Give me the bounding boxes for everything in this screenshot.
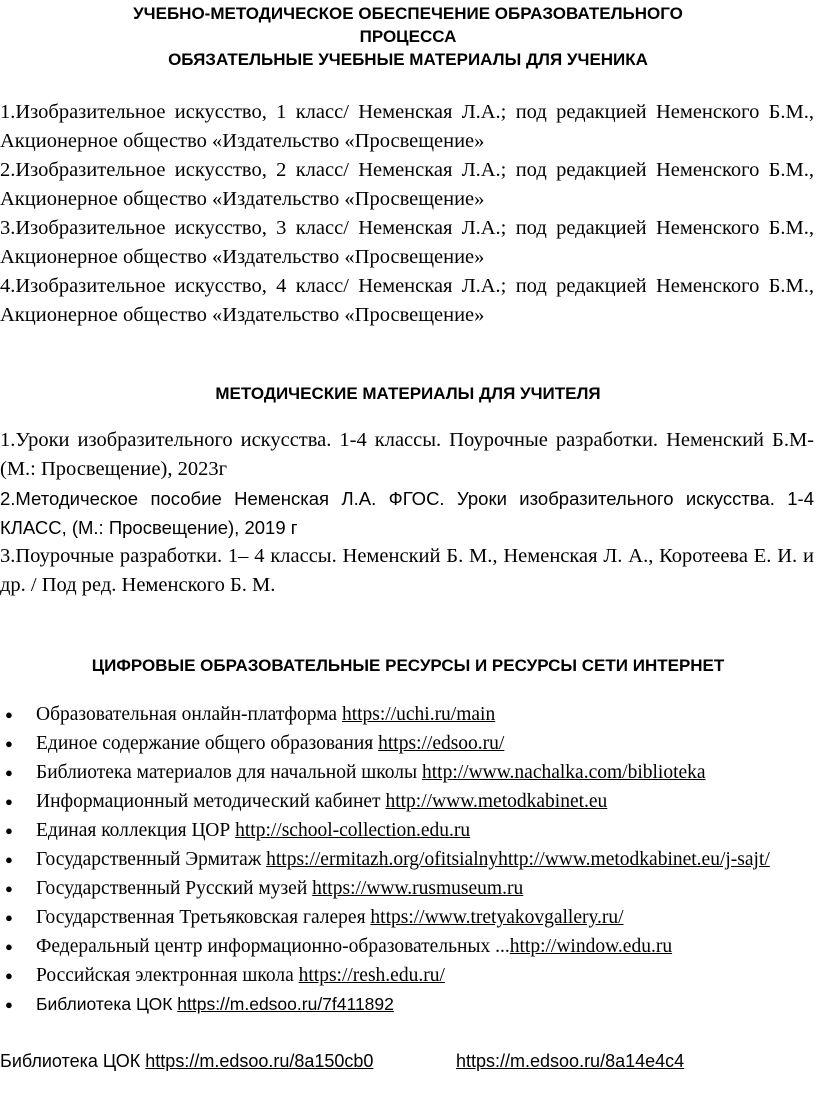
- list-item: 1.Уроки изобразительного искусства. 1-4 классы. Поурочные разработки. Неменский Б.М- (М.: Просвещение), 2023г: [0, 429, 814, 480]
- bullet-icon: ●: [5, 939, 13, 954]
- list-item: [0, 700, 816, 729]
- resource-label: Единая коллекция ЦОР: [36, 820, 236, 841]
- student-materials-heading: ОБЯЗАТЕЛЬНЫЕ УЧЕБНЫЕ МАТЕРИАЛЫ ДЛЯ УЧЕНИКА: [168, 50, 648, 69]
- bullet-icon: ●: [5, 881, 13, 896]
- resource-link[interactable]: http://www.nachalka.com/biblioteka: [421, 762, 706, 783]
- list-item: [0, 729, 816, 758]
- resource-link[interactable]: https://m.edsoo.ru/7f411892: [177, 994, 394, 1014]
- list-item: 4.Изобразительное искусство, 4 класс/ Неменская Л.А.; под редакцией Неменского Б.М., Акционерное общество «Издательство «Просвещение»: [0, 275, 814, 326]
- list-item: [0, 816, 816, 845]
- resource-link[interactable]: http://window.edu.ru: [509, 936, 673, 957]
- resource-link[interactable]: https://m.edsoo.ru/8a150cb0: [145, 1051, 374, 1071]
- list-item: 2.Методическое пособие Неменская Л.А. ФГОС. Уроки изобразительного искусства. 1-4 КЛАСС, (М.: Просвещение), 2019 г: [0, 488, 814, 538]
- page-title-line1: УЧЕБНО-МЕТОДИЧЕСКОЕ ОБЕСПЕЧЕНИЕ ОБРАЗОВАТЕЛЬНОГО: [133, 4, 683, 23]
- resource-label: Государственная Третьяковская галерея: [36, 907, 371, 928]
- list-item: [0, 845, 816, 874]
- resource-label: Библиотека ЦОК: [0, 1051, 146, 1071]
- list-item: 3.Поурочные разработки. 1– 4 классы. Неменский Б. М., Неменская Л. А., Коротеева Е. И. и др. / Под ред. Неменского Б. М.: [0, 545, 814, 596]
- bullet-icon: ●: [5, 852, 13, 867]
- list-item: [0, 990, 816, 1019]
- resource-label: Библиотека ЦОК: [36, 994, 178, 1014]
- list-item: [0, 961, 816, 990]
- list-item: 2.Изобразительное искусство, 2 класс/ Неменская Л.А.; под редакцией Неменского Б.М., Акционерное общество «Издательство «Просвещение»: [0, 159, 814, 210]
- bullet-icon: ●: [5, 794, 13, 809]
- page-title-line2: ПРОЦЕССА: [359, 27, 457, 46]
- bullet-icon: ●: [5, 997, 13, 1012]
- list-item: [0, 932, 816, 961]
- resource-link[interactable]: https://www.rusmuseum.ru: [312, 878, 524, 899]
- resource-link[interactable]: https://ermitazh.org/ofitsialnyhttp://www.metodkabinet.eu/j-sajt/: [266, 849, 770, 870]
- cok-library-line: [0, 1047, 816, 1076]
- list-item: [0, 758, 816, 787]
- resource-label: Информационный методический кабинет: [36, 791, 386, 812]
- resource-link[interactable]: https://www.tretyakovgallery.ru/: [370, 907, 624, 928]
- bullet-icon: ●: [5, 736, 13, 751]
- resource-label: Федеральный центр информационно-образовательных ...: [36, 936, 510, 957]
- digital-resources-list: [0, 700, 816, 1019]
- resource-label: Российская электронная школа: [36, 965, 299, 986]
- bullet-icon: ●: [5, 968, 13, 983]
- bullet-icon: ●: [5, 765, 13, 780]
- list-item: [0, 874, 816, 903]
- resource-link[interactable]: https://edsoo.ru/: [378, 733, 505, 754]
- resource-label: Библиотека материалов для начальной школы: [36, 762, 422, 783]
- resource-label: Образовательная онлайн-платформа: [36, 704, 342, 725]
- document-header: [0, 2, 816, 71]
- digital-resources-heading: ЦИФРОВЫЕ ОБРАЗОВАТЕЛЬНЫЕ РЕСУРСЫ И РЕСУРСЫ СЕТИ ИНТЕРНЕТ: [91, 656, 725, 675]
- teacher-materials-heading: МЕТОДИЧЕСКИЕ МАТЕРИАЛЫ ДЛЯ УЧИТЕЛЯ: [215, 384, 601, 403]
- bullet-icon: ●: [5, 910, 13, 925]
- resource-label: Государственный Эрмитаж: [36, 849, 267, 870]
- list-item: 1.Изобразительное искусство, 1 класс/ Неменская Л.А.; под редакцией Неменского Б.М., Акционерное общество «Издательство «Просвещение»: [0, 101, 814, 152]
- resource-label: Государственный Русский музей: [36, 878, 313, 899]
- bullet-icon: ●: [5, 707, 13, 722]
- student-materials-list: [0, 98, 816, 330]
- resource-link[interactable]: https://resh.edu.ru/: [298, 965, 445, 986]
- teacher-materials-list: [0, 426, 816, 600]
- resource-link-secondary[interactable]: https://m.edsoo.ru/8a14e4c4: [456, 1051, 685, 1071]
- resource-link[interactable]: http://school-collection.edu.ru: [235, 820, 471, 841]
- list-item: [0, 903, 816, 932]
- list-item: 3.Изобразительное искусство, 3 класс/ Неменская Л.А.; под редакцией Неменского Б.М., Акционерное общество «Издательство «Просвещение»: [0, 217, 814, 268]
- resource-link[interactable]: https://uchi.ru/main: [341, 704, 496, 725]
- list-item: [0, 787, 816, 816]
- resource-label: Единое содержание общего образования: [36, 733, 379, 754]
- bullet-icon: ●: [5, 823, 13, 838]
- resource-link[interactable]: http://www.metodkabinet.eu: [385, 791, 608, 812]
